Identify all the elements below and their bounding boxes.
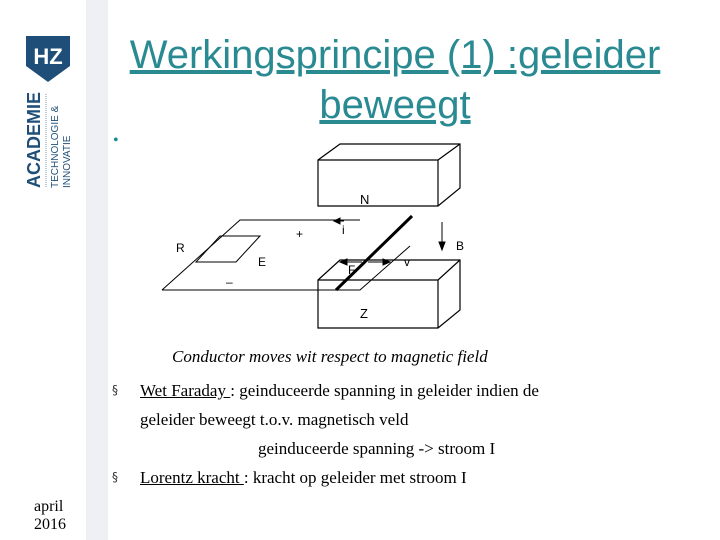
label-v: v: [404, 255, 410, 269]
bullet-faraday: [112, 376, 672, 434]
slide-date: april 2016: [34, 498, 66, 533]
moving-conductor: [336, 216, 412, 290]
faraday-indent: geinduceerde spanning -> stroom I: [258, 439, 496, 458]
sidebar-divider: [86, 0, 108, 540]
bullet-marker: §: [112, 470, 118, 484]
brand-wordmark: [10, 90, 78, 190]
bullet-list: [112, 376, 672, 492]
label-Z: Z: [360, 306, 368, 321]
arrows: [334, 218, 445, 265]
label-B: B: [456, 239, 465, 253]
label-E: E: [258, 255, 267, 269]
slide-title: [112, 30, 678, 130]
bullet-lorentz: [112, 463, 672, 492]
label-plus: +: [296, 227, 304, 241]
faraday-link[interactable]: Wet Faraday: [140, 381, 231, 400]
logo-text: HZ: [33, 44, 63, 69]
empty-bullet: •: [113, 132, 119, 149]
bullet-marker: §: [112, 383, 118, 397]
faraday-continued: geleider beweegt t.o.v. magnetisch veld: [140, 410, 409, 429]
magnet-south: [318, 260, 460, 328]
magnet-north: [318, 144, 460, 206]
hz-logo-icon: [22, 32, 74, 84]
figure-caption: Conductor moves wit respect to magnetic field: [172, 347, 488, 366]
faraday-text: : geinduceerde spanning in geleider indien de: [230, 381, 539, 400]
title-line2: beweegt: [319, 83, 471, 127]
label-F: F: [348, 263, 356, 277]
lorentz-link[interactable]: Lorentz kracht: [140, 468, 244, 487]
label-N: N: [360, 192, 370, 207]
brand-line1: ACADEMIE: [24, 91, 44, 188]
label-i: i: [342, 223, 345, 237]
brand-line2: TECHNOLOGIE &: [50, 105, 61, 188]
lorentz-text: : kracht op geleider met stroom I: [243, 468, 467, 487]
conductor-diagram: [160, 138, 475, 333]
title-line1: Werkingsprincipe (1) :geleider: [129, 33, 661, 77]
label-R: R: [176, 241, 185, 255]
sidebar: [0, 0, 86, 540]
brand-line3: INNOVATIE: [62, 135, 73, 188]
label-minus: –: [226, 275, 233, 289]
